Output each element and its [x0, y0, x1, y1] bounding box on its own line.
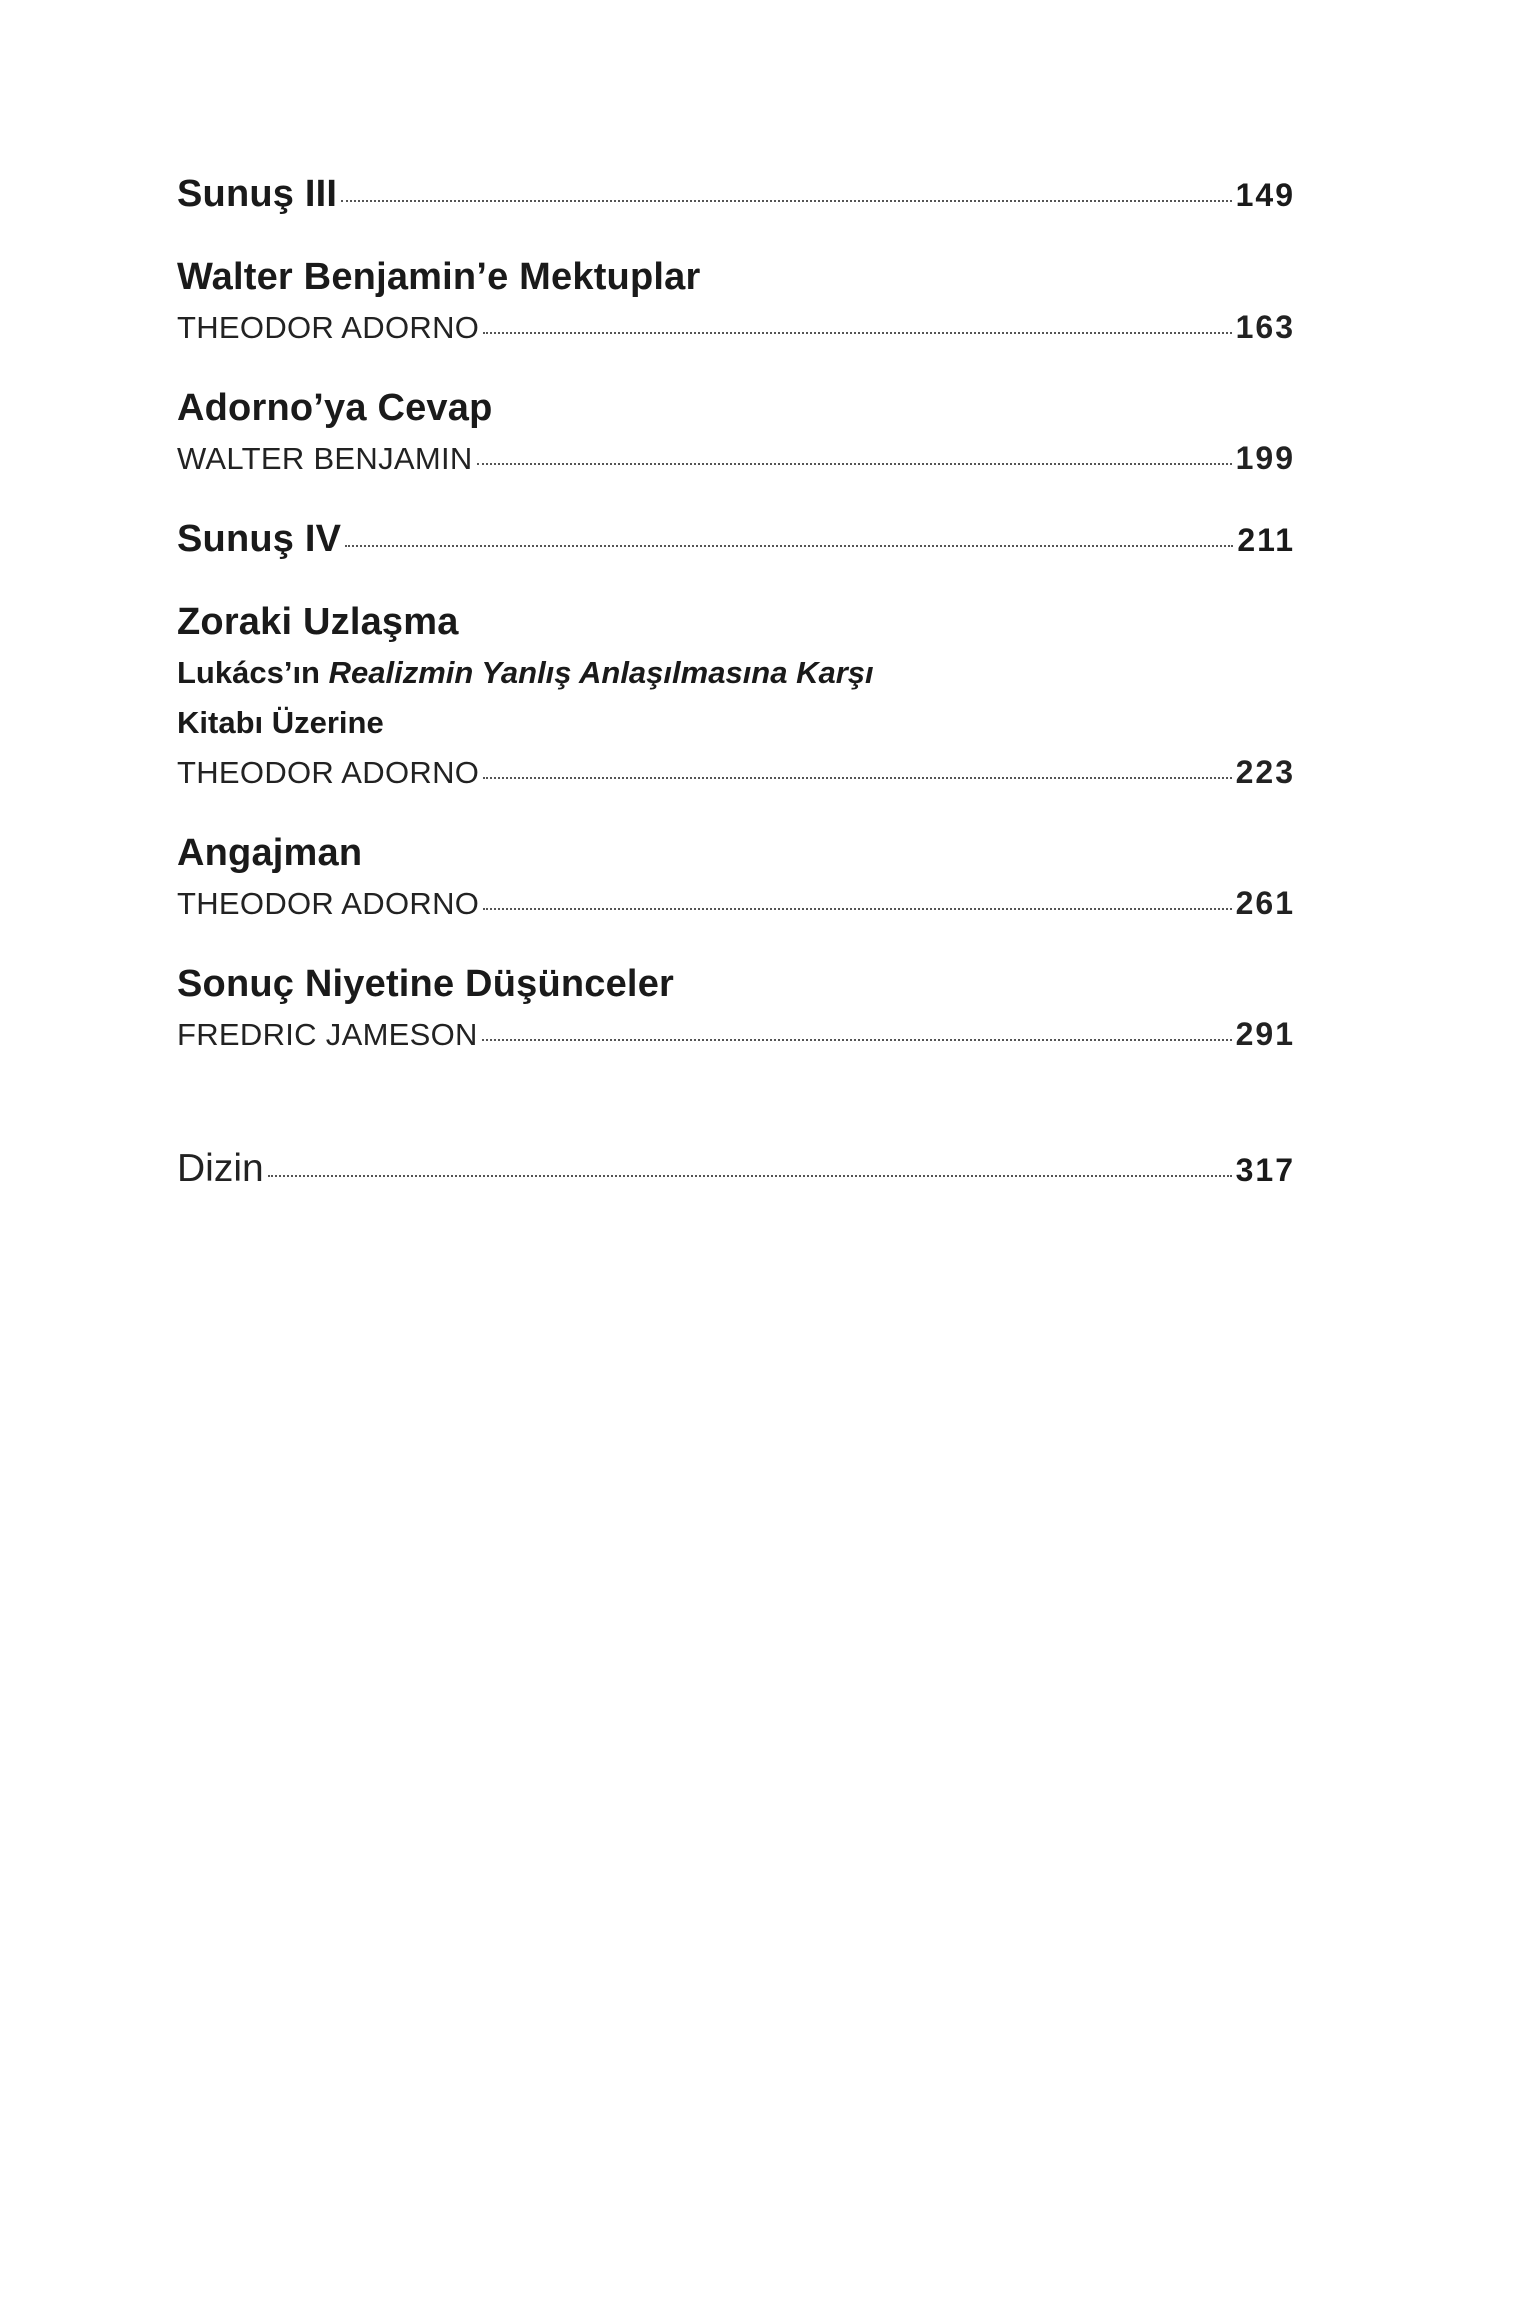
entry-author: THEODOR ADORNO — [177, 886, 480, 921]
entry-author: THEODOR ADORNO — [177, 755, 480, 790]
dot-leader — [268, 1175, 1232, 1177]
dot-leader — [483, 332, 1231, 334]
entry-author: WALTER BENJAMIN — [177, 441, 473, 476]
entry-title: Angajman — [177, 832, 363, 874]
entry-title: Zoraki Uzlaşma — [177, 601, 459, 643]
entry-title: Sunuş III — [177, 173, 338, 215]
toc-entry-sunus-iii[interactable] — [177, 168, 1295, 221]
entry-title: Sunuş IV — [177, 518, 342, 560]
table-of-contents — [177, 168, 1295, 1191]
page-number: 291 — [1235, 1016, 1295, 1052]
entry-title: Sonuç Niyetine Düşünceler — [177, 963, 675, 1005]
page-number: 223 — [1235, 754, 1295, 790]
dot-leader — [345, 545, 1233, 547]
toc-author-row — [177, 748, 1295, 797]
dot-leader — [341, 200, 1231, 202]
dot-leader — [477, 463, 1232, 465]
entry-title: Walter Benjamin’e Mektuplar — [177, 256, 701, 298]
page-number: 317 — [1235, 1152, 1295, 1188]
toc-title-row — [177, 168, 1295, 221]
entry-title: Adorno’ya Cevap — [177, 387, 493, 429]
entry-subtitle-line2: Kitabı Üzerine — [177, 705, 384, 740]
toc-entry-sunus-iv[interactable] — [177, 513, 1295, 566]
toc-entry-angajman[interactable] — [177, 827, 1295, 928]
toc-author-row — [177, 1010, 1295, 1059]
dot-leader — [482, 1039, 1232, 1041]
dot-leader — [483, 908, 1231, 910]
entry-subtitle — [177, 648, 1295, 698]
toc-entry-walter-benjamine-mektuplar[interactable] — [177, 251, 1295, 352]
toc-author-row — [177, 303, 1295, 352]
toc-entry-adornoya-cevap[interactable] — [177, 382, 1295, 483]
subtitle-prefix: Lukács’ın — [177, 655, 329, 690]
toc-author-row — [177, 879, 1295, 928]
toc-entry-zoraki-uzlasma[interactable] — [177, 596, 1295, 797]
toc-author-row — [177, 434, 1295, 483]
toc-index-row — [177, 1147, 1295, 1191]
page-number: 163 — [1235, 309, 1295, 345]
subtitle-book-title: Realizmin Yanlış Anlaşılmasına Karşı — [328, 655, 874, 690]
page-number: 199 — [1235, 440, 1295, 476]
page-number: 261 — [1235, 885, 1295, 921]
page-number: 211 — [1237, 522, 1295, 558]
entry-author: THEODOR ADORNO — [177, 310, 480, 345]
toc-entry-dizin[interactable] — [177, 1147, 1295, 1191]
page-number: 149 — [1235, 177, 1295, 213]
dot-leader — [483, 777, 1231, 779]
toc-title-row — [177, 513, 1295, 566]
index-label: Dizin — [177, 1147, 264, 1190]
toc-entry-sonuc-niyetine-dusunceler[interactable] — [177, 958, 1295, 1059]
entry-author: FREDRIC JAMESON — [177, 1017, 478, 1052]
